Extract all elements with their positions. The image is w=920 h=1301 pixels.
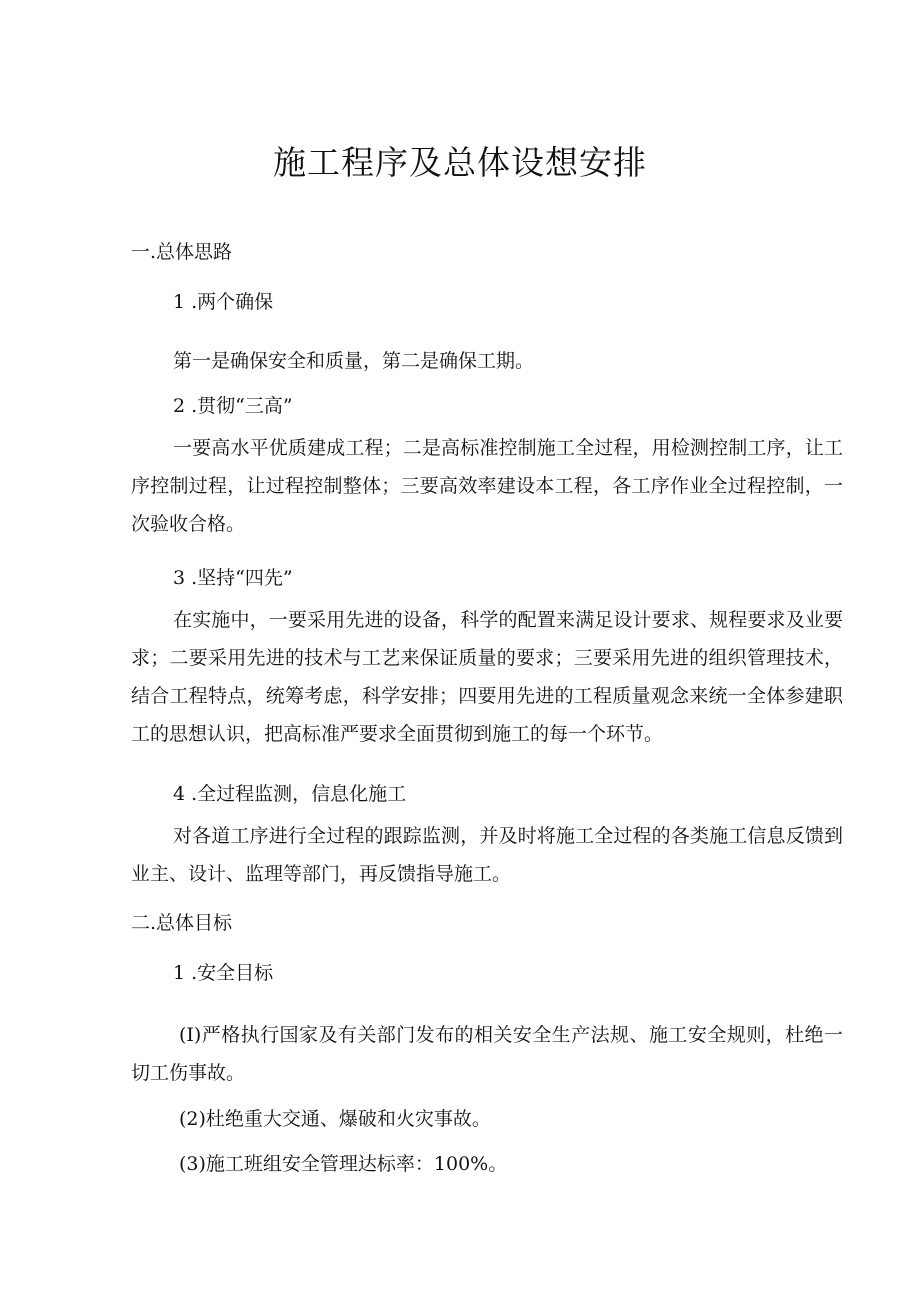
paragraph-two-ensures: 第一是确保安全和质量，第二是确保工期。 [173, 350, 535, 372]
item-heading-safety-goals: 1 .安全目标 [173, 962, 274, 984]
item-heading-monitoring: 4 .全过程监测，信息化施工 [173, 783, 407, 805]
paragraph-monitoring: 对各道工序进行全过程的跟踪监测，并及时将施工全过程的各类施工信息反馈到业主、设计、监理等部门，再反馈指导施工。 [131, 825, 843, 885]
item-heading-three-highs: 2 .贯彻“三高” [173, 395, 293, 417]
section-heading-overall-approach: 一.总体思路 [131, 241, 233, 263]
paragraph-four-firsts: 在实施中，一要采用先进的设备，科学的配置来满足设计要求、规程要求及业要求；二要采用先进的技术与工艺来保证质量的要求；三要采用先进的组织管理技术，结合工程特点，统筹考虑，科学安排；四要用先进的工程质量观念来统一全体参建职工的思想认识，把高标准严要求全面贯彻到施工的每一个环节。 [131, 609, 843, 745]
paragraph-three-highs: 一要高水平优质建成工程；二是高标准控制施工全过程，用检测控制工序，让工序控制过程，让过程控制整体；三要高效率建设本工程，各工序作业全过程控制，一次验收合格。 [131, 437, 843, 535]
safety-goal-item: (3)施工班组安全管理达标率：100%。 [179, 1153, 508, 1175]
safety-goal-item: (I)严格执行国家及有关部门发布的相关安全生产法规、施工安全规则，杜绝一切工伤事故。 [131, 1024, 843, 1084]
item-heading-four-firsts: 3 .坚持“四先” [173, 567, 293, 589]
safety-goal-item: (2)杜绝重大交通、爆破和火灾事故。 [179, 1108, 491, 1130]
section-heading-overall-goals: 二.总体目标 [131, 912, 233, 934]
document-title: 施工程序及总体设想安排 [273, 143, 647, 182]
item-heading-two-ensures: 1 .两个确保 [173, 291, 274, 313]
